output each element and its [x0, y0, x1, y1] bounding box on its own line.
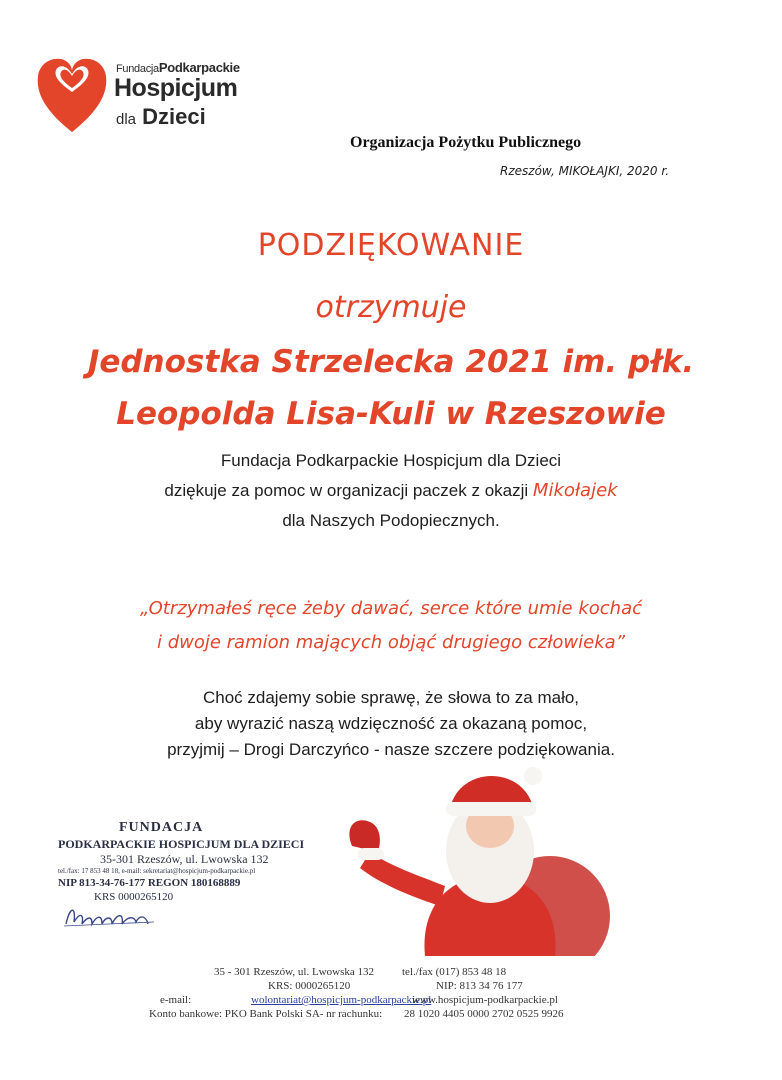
- handwritten-signature: [62, 902, 158, 932]
- recipient-line2: Leopolda Lisa-Kuli w Rzeszowie: [116, 396, 666, 432]
- footer-email-link[interactable]: wolontariat@hospicjum-podkarpackie.pl: [251, 994, 432, 1006]
- footer-krs: KRS: 0000265120: [268, 980, 351, 992]
- closing-line1: Choć zdajemy sobie sprawę, że słowa to za mało,: [202, 688, 580, 707]
- heart-logo-icon: [34, 52, 110, 136]
- mikolajek-highlight: Mikołajek: [532, 480, 618, 501]
- logo-line3: dla Dzieci: [116, 104, 206, 129]
- footer-website[interactable]: www.hospicjum-podkarpackie.pl: [412, 994, 558, 1006]
- footer-phone: tel./fax (017) 853 48 18: [402, 966, 507, 978]
- stamp-line6: KRS 0000265120: [94, 891, 174, 903]
- logo-line2: Hospicjum: [114, 74, 238, 102]
- organization-status: Organizacja Pożytku Publicznego: [350, 134, 582, 151]
- stamp-line2: PODKARPACKIE HOSPICJUM DLA DZIECI: [58, 837, 305, 851]
- santa-claus-illustration: [330, 756, 610, 956]
- place-date: Rzeszów, MIKOŁAJKI, 2020 r.: [500, 164, 670, 178]
- body-line2: dziękuje za pomoc w organizacji paczek z okazji Mikołajek: [164, 480, 618, 501]
- footer-bank-label: Konto bankowe: PKO Bank Polski SA- nr rachunku:: [149, 1008, 383, 1020]
- certificate-title: PODZIĘKOWANIE: [257, 228, 525, 263]
- footer-address: 35 - 301 Rzeszów, ul. Lwowska 132: [214, 966, 374, 978]
- body-line3: dla Naszych Podopiecznych.: [282, 511, 500, 530]
- closing-line3: przyjmij – Drogi Darczyńco - nasze szczere podziękowania.: [167, 740, 615, 759]
- stamp-line4: tel./fax: 17 853 48 18, e-mail: sekretariat@hospicjum-podkarpackie.pl: [58, 867, 256, 875]
- foundation-logo: [34, 52, 264, 136]
- quote-line2: i dwoje ramion mających objąć drugiego człowieka”: [156, 632, 626, 653]
- stamp-line3: 35-301 Rzeszów, ul. Lwowska 132: [100, 852, 269, 866]
- footer-bank-account: 28 1020 4405 0000 2702 0525 9926: [404, 1008, 564, 1020]
- receives-label: otrzymuje: [315, 290, 467, 325]
- stamp-line5: NIP 813-34-76-177 REGON 180168889: [58, 877, 241, 889]
- quote-line1: „Otrzymałeś ręce żeby dawać, serce które umie kochać: [140, 598, 642, 619]
- logo-line1: FundacjaPodkarpackie: [116, 60, 240, 75]
- footer-nip: NIP: 813 34 76 177: [436, 980, 523, 992]
- closing-line2: aby wyrazić naszą wdzięczność za okazaną pomoc,: [194, 714, 588, 733]
- footer-email-label: e-mail:: [160, 994, 192, 1006]
- body-line1: Fundacja Podkarpackie Hospicjum dla Dzieci: [220, 451, 562, 470]
- recipient-line1: Jednostka Strzelecka 2021 im. płk.: [87, 344, 695, 380]
- stamp-line1: FUNDACJA: [119, 820, 204, 835]
